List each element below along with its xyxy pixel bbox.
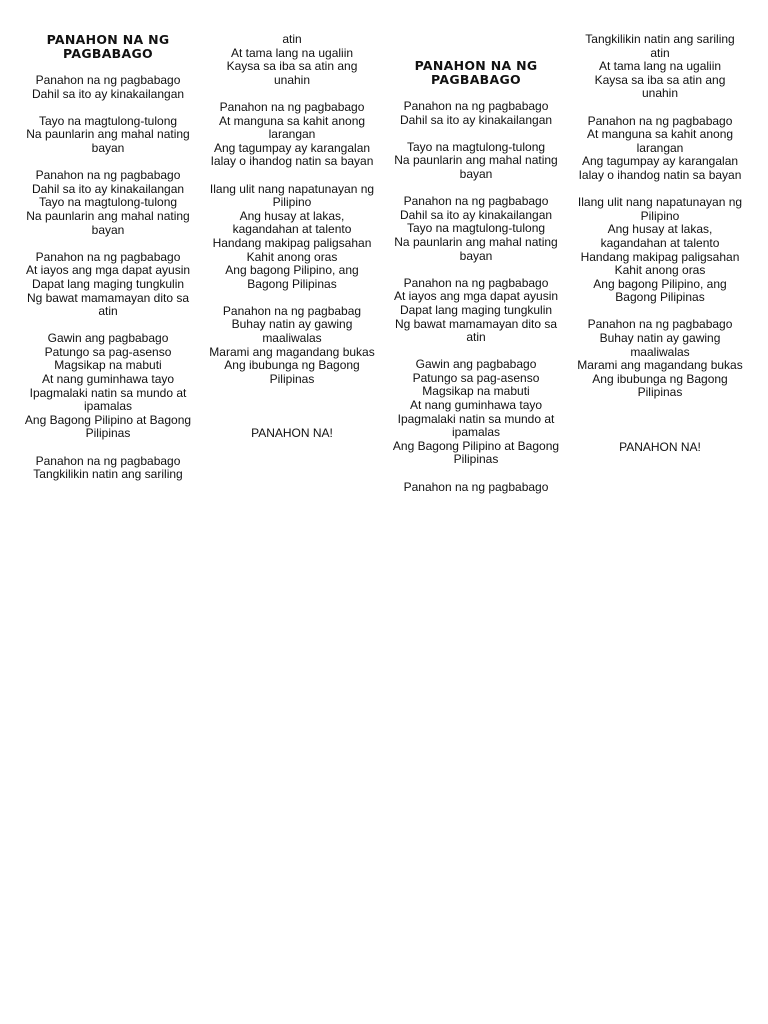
lyric-line: Dapat lang maging tungkulin bbox=[399, 302, 553, 317]
lyric-line: Tayo na magtulong-tulong bbox=[38, 113, 178, 128]
lyric-line: Kahit anong oras bbox=[246, 249, 338, 264]
stanza bbox=[207, 101, 377, 169]
stanza bbox=[391, 277, 561, 345]
lyric-line: At iayos ang mga dapat ayusin bbox=[25, 263, 191, 278]
lyric-line: Na paunlarin ang mahal nating bayan bbox=[394, 234, 558, 263]
spacer bbox=[575, 414, 745, 441]
lyric-line: Ang husay at lakas, kagandahan at talento bbox=[232, 208, 352, 237]
lyric-line: Panahon na ng pagbabago bbox=[219, 99, 365, 114]
lyric-line: Dahil sa ito ay kinakailangan bbox=[31, 181, 185, 196]
lyric-line: Tangkilikin natin ang sariling bbox=[33, 467, 183, 482]
lyric-line: Panahon na ng pagbabago bbox=[35, 453, 181, 468]
stanza bbox=[23, 251, 193, 319]
lyric-line: Ialay o ihandog natin sa bayan bbox=[578, 167, 742, 182]
lyric-line: Ang husay at lakas, kagandahan at talento bbox=[600, 222, 720, 250]
lyric-line: Ipagmalaki natin sa mundo at ipamalas bbox=[397, 411, 555, 440]
lyric-line: Gawin ang pagbabago bbox=[415, 357, 537, 372]
spacer bbox=[207, 400, 377, 427]
lyric-line: At iayos ang mga dapat ayusin bbox=[393, 289, 559, 304]
song-title: PANAHON NA NG PAGBABAGO bbox=[46, 32, 170, 61]
lyric-line: Patungo sa pag-asenso bbox=[44, 344, 172, 359]
stanza bbox=[391, 481, 561, 495]
lyric-line: Patungo sa pag-asenso bbox=[412, 370, 540, 385]
stanza bbox=[23, 74, 193, 101]
stanza bbox=[575, 196, 745, 305]
lyric-line: At manguna sa kahit anong larangan bbox=[218, 113, 366, 142]
lyric-line: Ang Bagong Pilipino at Bagong Pilipinas bbox=[392, 438, 560, 467]
stanza-list bbox=[575, 33, 745, 400]
lyric-line: Panahon na ng pagbabago bbox=[403, 99, 549, 113]
lyric-line: Ang tagumpay ay karangalan bbox=[213, 140, 371, 155]
stanza bbox=[23, 115, 193, 156]
lyric-line: Panahon na ng pagbabago bbox=[35, 168, 181, 183]
lyrics-column-1 bbox=[23, 33, 193, 495]
lyric-line: Kaysa sa iba sa atin ang unahin bbox=[594, 72, 726, 101]
lyric-line: Dapat lang maging tungkulin bbox=[31, 276, 185, 291]
lyric-line: Ang tagumpay ay karangalan bbox=[581, 154, 739, 169]
song-title: PANAHON NA NG PAGBABAGO bbox=[414, 58, 538, 87]
lyric-line: Ipagmalaki natin sa mundo at ipamalas bbox=[29, 385, 187, 414]
stanza bbox=[575, 318, 745, 400]
lyric-line: At nang guminhawa tayo bbox=[409, 398, 543, 413]
lyric-line: Tayo na magtulong-tulong bbox=[406, 221, 546, 236]
stanza bbox=[23, 455, 193, 482]
lyrics-column-3 bbox=[391, 59, 561, 508]
lyric-line: Na paunlarin ang mahal nating bayan bbox=[26, 208, 190, 237]
lyric-line: At tama lang na ugaliin bbox=[230, 45, 354, 60]
lyric-line: Panahon na ng pagbabago bbox=[403, 275, 549, 290]
lyric-line: Na paunlarin ang mahal nating bayan bbox=[394, 153, 558, 181]
stanza bbox=[23, 332, 193, 441]
lyric-line: Handang makipag paligsahan bbox=[212, 235, 372, 250]
lyric-line: Buhay natin ay gawing maaliwalas bbox=[231, 317, 353, 346]
lyric-line: Ang ibubunga ng Bagong Pilipinas bbox=[224, 358, 360, 386]
lyric-line: Panahon na ng pagbabago bbox=[35, 249, 181, 264]
lyric-line: Na paunlarin ang mahal nating bayan bbox=[26, 127, 190, 155]
stanza-list bbox=[207, 33, 377, 386]
lyric-line: Dahil sa ito ay kinakailangan bbox=[31, 86, 185, 101]
lyric-line: At tama lang na ugaliin bbox=[598, 59, 722, 74]
lyric-line: Ang Bagong Pilipino at Bagong Pilipinas bbox=[24, 412, 192, 441]
stanza-list bbox=[23, 74, 193, 482]
closing-line: PANAHON NA! bbox=[251, 426, 333, 441]
lyric-line: Marami ang magandang bukas bbox=[577, 358, 743, 373]
lyric-line: Panahon na ng pagbabag bbox=[222, 303, 362, 318]
stanza bbox=[575, 33, 745, 101]
closing-line: PANAHON NA! bbox=[619, 439, 701, 454]
stanza bbox=[575, 115, 745, 183]
stanza bbox=[207, 305, 377, 387]
lyric-line: Marami ang magandang bukas bbox=[209, 344, 375, 359]
stanza bbox=[391, 141, 561, 182]
lyric-line: Ang bagong Pilipino, ang Bagong Pilipinas bbox=[593, 276, 727, 305]
lyric-line: Panahon na ng pagbabago bbox=[587, 113, 733, 128]
stanza bbox=[23, 169, 193, 237]
lyric-line: atin bbox=[282, 32, 302, 46]
lyric-line: At nang guminhawa tayo bbox=[41, 372, 175, 387]
lyric-line: At manguna sa kahit anong larangan bbox=[586, 127, 734, 155]
stanza-list bbox=[391, 100, 561, 494]
lyric-line: Ang bagong Pilipino, ang Bagong Pilipinas bbox=[225, 263, 359, 291]
lyric-line: Panahon na ng pagbabago bbox=[403, 479, 549, 494]
lyric-line: Ilang ulit nang napatunayan ng Pilipino bbox=[209, 181, 375, 210]
lyric-line: Ng bawat mamamayan dito sa atin bbox=[26, 290, 190, 319]
lyric-line: Panahon na ng pagbabago bbox=[587, 317, 733, 332]
lyric-line: Ialay o ihandog natin sa bayan bbox=[210, 154, 374, 169]
lyric-line: Ilang ulit nang napatunayan ng Pilipino bbox=[577, 195, 743, 223]
stanza bbox=[391, 358, 561, 467]
lyric-line: Tangkilikin natin ang sariling atin bbox=[585, 32, 735, 60]
lyrics-column-4 bbox=[575, 33, 745, 468]
lyric-line: Ng bawat mamamayan dito sa atin bbox=[394, 316, 558, 345]
stanza bbox=[207, 183, 377, 292]
stanza bbox=[391, 195, 561, 263]
lyric-line: Dahil sa ito ay kinakailangan bbox=[399, 207, 553, 222]
lyric-line: Tayo na magtulong-tulong bbox=[406, 139, 546, 154]
lyric-line: Kaysa sa iba sa atin ang unahin bbox=[226, 59, 358, 87]
lyric-line: Ang ibubunga ng Bagong Pilipinas bbox=[592, 371, 728, 400]
lyric-line: Magsikap na mabuti bbox=[54, 358, 162, 373]
lyrics-column-2 bbox=[207, 33, 377, 454]
stanza bbox=[391, 100, 561, 127]
lyric-line: Magsikap na mabuti bbox=[422, 384, 530, 399]
lyric-line: Panahon na ng pagbabago bbox=[403, 194, 549, 209]
lyric-line: Handang makipag paligsahan bbox=[580, 249, 740, 264]
lyric-line: Dahil sa ito ay kinakailangan bbox=[399, 112, 553, 127]
stanza bbox=[207, 33, 377, 87]
lyric-line: Gawin ang pagbabago bbox=[47, 331, 169, 346]
lyric-line: Buhay natin ay gawing maaliwalas bbox=[599, 331, 721, 359]
lyric-line: Kahit anong oras bbox=[614, 263, 706, 278]
lyric-line: Tayo na magtulong-tulong bbox=[38, 195, 178, 210]
lyric-line: Panahon na ng pagbabago bbox=[35, 73, 181, 87]
